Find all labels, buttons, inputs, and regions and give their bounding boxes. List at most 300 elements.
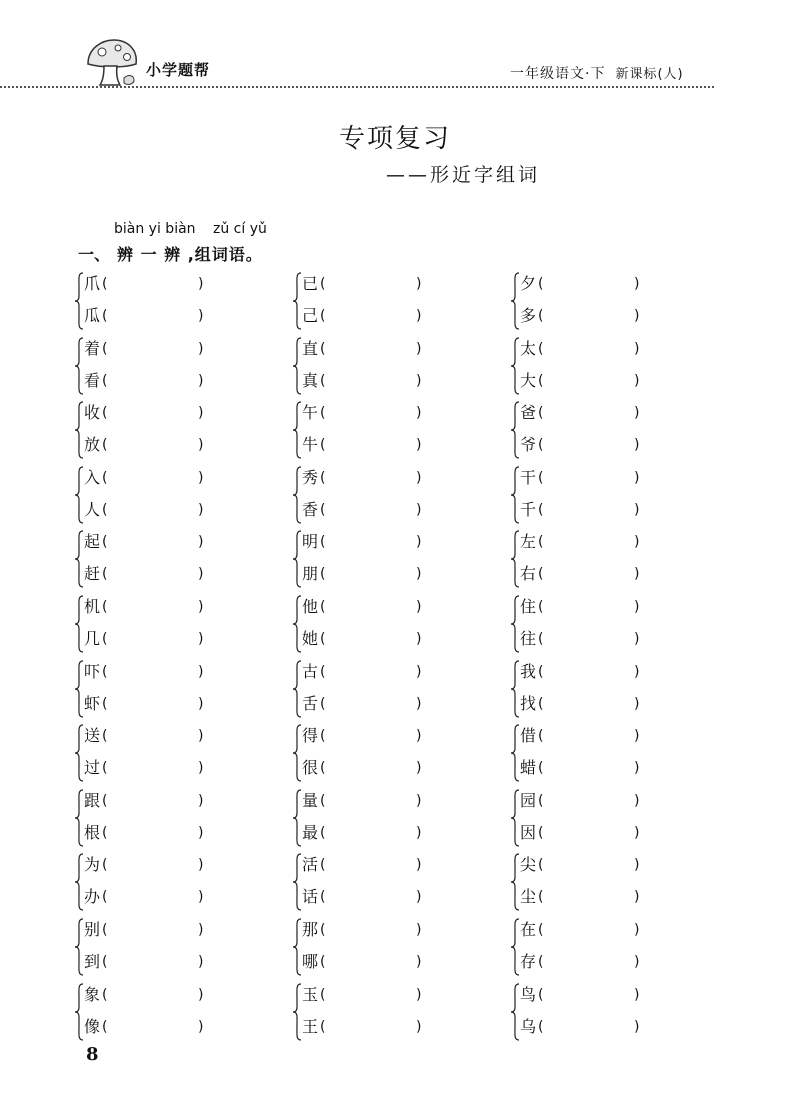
left-brace-icon	[510, 983, 520, 1041]
character: 赶	[84, 564, 101, 584]
character: 尘	[520, 887, 537, 907]
left-brace-icon	[74, 724, 84, 782]
word-row	[302, 304, 472, 328]
word-row	[520, 369, 690, 393]
character: 真	[302, 370, 319, 390]
word-row	[84, 595, 254, 619]
word-row	[84, 272, 254, 296]
answer-blank-close: )	[416, 954, 422, 970]
left-brace-icon	[292, 466, 302, 524]
answer-blank-open[interactable]: (	[538, 631, 544, 647]
word-row	[84, 369, 254, 393]
character: 跟	[84, 790, 101, 810]
left-brace-icon	[74, 272, 84, 330]
answer-blank-close: )	[416, 824, 422, 841]
word-pair	[510, 270, 690, 332]
word-row	[84, 660, 254, 684]
answer-blank-close: )	[416, 372, 422, 389]
word-pair	[510, 981, 690, 1043]
word-pair	[510, 722, 690, 784]
left-brace-icon	[292, 530, 302, 588]
answer-blank-open[interactable]: (	[320, 599, 326, 615]
answer-blank-open[interactable]: (	[102, 889, 108, 906]
header-divider	[0, 86, 714, 88]
word-row	[520, 789, 690, 813]
answer-blank-open[interactable]: (	[538, 922, 544, 938]
answer-blank-open[interactable]: (	[102, 501, 108, 518]
word-row	[84, 950, 254, 974]
character: 玉	[302, 984, 319, 1004]
answer-blank-close: )	[634, 954, 640, 970]
word-row	[84, 433, 254, 457]
answer-blank-close: )	[198, 308, 204, 324]
word-row	[302, 337, 472, 361]
answer-blank-close: )	[416, 1018, 422, 1035]
word-pair	[74, 593, 254, 655]
word-row	[84, 337, 254, 361]
left-brace-icon	[510, 660, 520, 718]
answer-blank-open[interactable]: (	[102, 857, 108, 874]
word-pair	[74, 787, 254, 849]
curriculum-standard: 新课标(人)	[615, 67, 684, 82]
character: 王	[302, 1016, 319, 1036]
word-row	[520, 272, 690, 296]
character: 量	[302, 790, 319, 810]
word-row	[302, 369, 472, 393]
word-row	[84, 821, 254, 845]
answer-blank-close: )	[198, 405, 204, 422]
word-pair	[510, 399, 690, 461]
answer-blank-open[interactable]: (	[538, 501, 544, 518]
answer-blank-open[interactable]: (	[320, 824, 326, 841]
word-row	[84, 304, 254, 328]
character: 最	[302, 822, 319, 842]
answer-blank-close: )	[634, 566, 640, 583]
left-brace-icon	[292, 337, 302, 395]
page-title: 专项复习	[338, 124, 451, 154]
answer-blank-open[interactable]: (	[320, 372, 326, 389]
answer-blank-open[interactable]: (	[102, 405, 108, 422]
left-brace-icon	[292, 401, 302, 459]
left-brace-icon	[292, 983, 302, 1041]
left-brace-icon	[74, 853, 84, 911]
answer-blank-close: )	[634, 405, 640, 422]
left-brace-icon	[292, 724, 302, 782]
word-row	[520, 466, 690, 490]
answer-blank-close: )	[416, 663, 422, 680]
answer-blank-open[interactable]: (	[102, 695, 108, 712]
answer-blank-close: )	[634, 372, 640, 389]
answer-blank-open[interactable]: (	[320, 501, 326, 518]
character: 象	[84, 984, 101, 1004]
word-row	[302, 918, 472, 942]
character: 明	[302, 532, 319, 552]
answer-blank-open[interactable]: (	[320, 469, 326, 486]
answer-blank-open[interactable]: (	[102, 728, 108, 745]
character: 存	[520, 952, 537, 971]
answer-blank-close: )	[634, 276, 640, 292]
answer-blank-open[interactable]: (	[102, 1018, 108, 1035]
word-row	[302, 433, 472, 457]
character: 多	[520, 306, 537, 325]
answer-blank-open[interactable]: (	[538, 469, 544, 486]
answer-blank-open[interactable]: (	[538, 954, 544, 970]
answer-blank-close: )	[634, 824, 640, 841]
word-pair	[510, 658, 690, 720]
answer-blank-close: )	[198, 889, 204, 906]
answer-blank-close: )	[416, 599, 422, 615]
answer-blank-open[interactable]: (	[538, 857, 544, 874]
answer-blank-open[interactable]: (	[320, 405, 326, 422]
character: 秀	[302, 467, 319, 487]
character: 放	[84, 435, 101, 455]
answer-blank-open[interactable]: (	[538, 986, 544, 1003]
word-row	[302, 562, 472, 586]
word-pair	[74, 851, 254, 913]
word-row	[84, 401, 254, 425]
answer-blank-open[interactable]: (	[538, 340, 544, 357]
page-subtitle: ——形近字组词	[386, 164, 541, 186]
answer-blank-open[interactable]: (	[102, 760, 108, 777]
answer-blank-open[interactable]: (	[102, 469, 108, 486]
word-pair	[292, 270, 472, 332]
answer-blank-open[interactable]: (	[538, 534, 544, 551]
answer-blank-open[interactable]: (	[538, 663, 544, 680]
word-pair	[510, 528, 690, 590]
answer-blank-open[interactable]: (	[102, 276, 108, 292]
character: 舌	[302, 693, 319, 713]
character: 几	[84, 629, 101, 648]
word-row	[302, 983, 472, 1007]
answer-blank-open[interactable]: (	[320, 276, 326, 292]
character: 香	[302, 499, 319, 519]
left-brace-icon	[510, 466, 520, 524]
word-row	[302, 885, 472, 909]
character: 为	[84, 855, 101, 875]
character: 她	[302, 629, 319, 648]
answer-blank-close: )	[416, 340, 422, 357]
answer-blank-open[interactable]: (	[102, 566, 108, 583]
character: 干	[520, 467, 537, 487]
word-pair	[510, 464, 690, 526]
answer-blank-open[interactable]: (	[102, 954, 108, 970]
word-row	[302, 466, 472, 490]
answer-blank-open[interactable]: (	[102, 599, 108, 615]
answer-blank-open[interactable]: (	[538, 792, 544, 809]
left-brace-icon	[292, 918, 302, 976]
answer-blank-close: )	[198, 501, 204, 518]
answer-blank-close: )	[634, 857, 640, 874]
answer-blank-close: )	[198, 792, 204, 809]
answer-blank-close: )	[416, 469, 422, 486]
answer-blank-open[interactable]: (	[320, 631, 326, 647]
answer-blank-close: )	[634, 760, 640, 777]
word-pair	[74, 722, 254, 784]
character: 爸	[520, 403, 537, 423]
left-brace-icon	[292, 595, 302, 653]
answer-blank-open[interactable]: (	[538, 308, 544, 324]
answer-blank-close: )	[198, 437, 204, 454]
word-row	[84, 1015, 254, 1039]
word-row	[302, 627, 472, 651]
word-pair	[510, 916, 690, 978]
word-pair	[74, 981, 254, 1043]
word-row	[520, 337, 690, 361]
answer-blank-close: )	[634, 792, 640, 809]
answer-blank-close: )	[198, 954, 204, 970]
left-brace-icon	[74, 983, 84, 1041]
word-pair	[292, 335, 472, 397]
answer-blank-open[interactable]: (	[320, 986, 326, 1003]
answer-blank-open[interactable]: (	[102, 824, 108, 841]
character: 瓜	[84, 306, 101, 325]
word-row	[520, 401, 690, 425]
word-pair	[292, 787, 472, 849]
answer-blank-close: )	[198, 695, 204, 712]
word-pair	[74, 916, 254, 978]
word-row	[302, 272, 472, 296]
answer-blank-open[interactable]: (	[320, 695, 326, 712]
character: 收	[84, 403, 101, 423]
left-brace-icon	[292, 660, 302, 718]
answer-blank-close: )	[416, 760, 422, 777]
word-row	[520, 692, 690, 716]
pinyin-annotation: zǔ cí yǔ	[213, 221, 267, 237]
answer-blank-open[interactable]: (	[102, 986, 108, 1003]
answer-blank-close: )	[198, 728, 204, 745]
word-row	[302, 756, 472, 780]
left-brace-icon	[510, 918, 520, 976]
character: 着	[84, 338, 101, 358]
character: 千	[520, 499, 537, 519]
answer-blank-close: )	[634, 340, 640, 357]
word-pair	[510, 851, 690, 913]
character: 朋	[302, 564, 319, 584]
answer-blank-open[interactable]: (	[102, 340, 108, 357]
character: 爷	[520, 435, 537, 455]
pinyin-annotation: biàn yi biàn	[114, 221, 196, 237]
character: 夕	[520, 274, 537, 293]
answer-blank-open[interactable]: (	[320, 663, 326, 680]
word-row	[520, 562, 690, 586]
answer-blank-open[interactable]: (	[538, 372, 544, 389]
word-pair	[510, 335, 690, 397]
character: 午	[302, 403, 319, 423]
character: 已	[302, 274, 319, 293]
answer-blank-open[interactable]: (	[102, 631, 108, 647]
word-pair	[510, 787, 690, 849]
character: 他	[302, 597, 319, 616]
character: 哪	[302, 952, 319, 971]
word-row	[520, 433, 690, 457]
word-row	[302, 401, 472, 425]
answer-blank-close: )	[416, 889, 422, 906]
answer-blank-close: )	[416, 501, 422, 518]
answer-blank-close: )	[416, 631, 422, 647]
word-row	[520, 304, 690, 328]
answer-blank-open[interactable]: (	[320, 889, 326, 906]
answer-blank-open[interactable]: (	[102, 308, 108, 324]
left-brace-icon	[74, 660, 84, 718]
answer-blank-open[interactable]: (	[102, 663, 108, 680]
character: 办	[84, 887, 101, 907]
word-row	[84, 530, 254, 554]
answer-blank-close: )	[416, 922, 422, 938]
left-brace-icon	[74, 789, 84, 847]
answer-blank-open[interactable]: (	[538, 760, 544, 777]
answer-blank-close: )	[416, 276, 422, 292]
character: 别	[84, 920, 101, 939]
answer-blank-open[interactable]: (	[320, 1018, 326, 1035]
word-row	[84, 756, 254, 780]
word-row	[520, 983, 690, 1007]
word-row	[520, 724, 690, 748]
answer-blank-close: )	[416, 857, 422, 874]
answer-blank-open[interactable]: (	[538, 437, 544, 454]
word-pair	[292, 658, 472, 720]
answer-blank-close: )	[416, 308, 422, 324]
answer-blank-open[interactable]: (	[320, 308, 326, 324]
answer-blank-open[interactable]: (	[538, 599, 544, 615]
answer-blank-close: )	[634, 437, 640, 454]
answer-blank-open[interactable]: (	[320, 728, 326, 745]
word-row	[84, 627, 254, 651]
word-row	[84, 885, 254, 909]
page-number: 8	[86, 1044, 99, 1065]
character: 根	[84, 822, 101, 842]
character: 虾	[84, 693, 101, 713]
answer-blank-open[interactable]: (	[538, 1018, 544, 1035]
answer-blank-close: )	[198, 1018, 204, 1035]
character: 鸟	[520, 984, 537, 1004]
answer-blank-open[interactable]: (	[320, 760, 326, 777]
answer-blank-close: )	[416, 695, 422, 712]
answer-blank-open[interactable]: (	[320, 437, 326, 454]
brand-name: 小学题帮	[146, 61, 211, 79]
answer-blank-close: )	[634, 663, 640, 680]
answer-blank-close: )	[416, 566, 422, 583]
word-pair	[292, 464, 472, 526]
character: 过	[84, 758, 101, 778]
character: 入	[84, 467, 101, 487]
word-pair	[74, 270, 254, 332]
word-row	[302, 660, 472, 684]
answer-blank-close: )	[634, 599, 640, 615]
word-pair	[292, 722, 472, 784]
left-brace-icon	[510, 724, 520, 782]
answer-blank-open[interactable]: (	[320, 340, 326, 357]
character: 像	[84, 1016, 101, 1036]
word-row	[302, 530, 472, 554]
answer-blank-close: )	[198, 663, 204, 680]
answer-blank-open[interactable]: (	[102, 922, 108, 938]
word-row	[520, 595, 690, 619]
character: 往	[520, 629, 537, 648]
left-brace-icon	[510, 272, 520, 330]
word-row	[84, 918, 254, 942]
grade-subject: 一年级语文·下	[510, 66, 606, 82]
word-row	[302, 692, 472, 716]
word-pair	[292, 593, 472, 655]
left-brace-icon	[74, 918, 84, 976]
answer-blank-close: )	[634, 469, 640, 486]
character: 直	[302, 338, 319, 358]
answer-blank-open[interactable]: (	[320, 922, 326, 938]
answer-blank-open[interactable]: (	[102, 372, 108, 389]
book-info	[510, 63, 684, 83]
word-row	[520, 1015, 690, 1039]
answer-blank-open[interactable]: (	[320, 857, 326, 874]
answer-blank-open[interactable]: (	[538, 889, 544, 906]
answer-blank-close: )	[416, 728, 422, 745]
answer-blank-open[interactable]: (	[102, 792, 108, 809]
word-row	[520, 918, 690, 942]
left-brace-icon	[292, 272, 302, 330]
answer-blank-open[interactable]: (	[102, 534, 108, 551]
character: 园	[520, 790, 537, 810]
character: 乌	[520, 1016, 537, 1036]
left-brace-icon	[74, 337, 84, 395]
page-header	[0, 0, 790, 95]
question-number: 一、	[78, 245, 111, 264]
answer-blank-open[interactable]: (	[320, 566, 326, 583]
answer-blank-close: )	[198, 599, 204, 615]
answer-blank-open[interactable]: (	[538, 824, 544, 841]
character: 大	[520, 370, 537, 390]
answer-blank-open[interactable]: (	[102, 437, 108, 454]
character: 因	[520, 822, 537, 842]
answer-blank-close: )	[416, 986, 422, 1003]
word-pair	[292, 981, 472, 1043]
answer-blank-open[interactable]: (	[538, 695, 544, 712]
character: 蜡	[520, 758, 537, 778]
answer-blank-open[interactable]: (	[320, 534, 326, 551]
character: 爪	[84, 274, 101, 293]
character: 机	[84, 597, 101, 616]
answer-blank-open[interactable]: (	[538, 405, 544, 422]
answer-blank-close: )	[198, 534, 204, 551]
answer-blank-close: )	[634, 631, 640, 647]
character: 牛	[302, 435, 319, 455]
answer-blank-close: )	[198, 760, 204, 777]
word-pair	[292, 851, 472, 913]
word-row	[84, 498, 254, 522]
answer-blank-close: )	[634, 695, 640, 712]
character: 到	[84, 952, 101, 971]
answer-blank-open[interactable]: (	[320, 792, 326, 809]
word-row	[520, 498, 690, 522]
word-pair	[292, 528, 472, 590]
word-row	[84, 562, 254, 586]
word-pair	[74, 658, 254, 720]
answer-blank-close: )	[416, 437, 422, 454]
question-text: 辨 一 辨 ,组词语。	[117, 245, 263, 264]
left-brace-icon	[510, 401, 520, 459]
answer-blank-close: )	[198, 340, 204, 357]
answer-blank-open[interactable]: (	[538, 566, 544, 583]
answer-blank-open[interactable]: (	[320, 954, 326, 970]
left-brace-icon	[74, 466, 84, 524]
word-row	[302, 498, 472, 522]
answer-blank-open[interactable]: (	[538, 728, 544, 745]
character: 古	[302, 661, 319, 681]
character: 左	[520, 532, 537, 552]
word-row	[520, 756, 690, 780]
answer-blank-close: )	[634, 922, 640, 938]
word-pair	[74, 335, 254, 397]
answer-blank-close: )	[634, 308, 640, 324]
answer-blank-open[interactable]: (	[538, 276, 544, 292]
